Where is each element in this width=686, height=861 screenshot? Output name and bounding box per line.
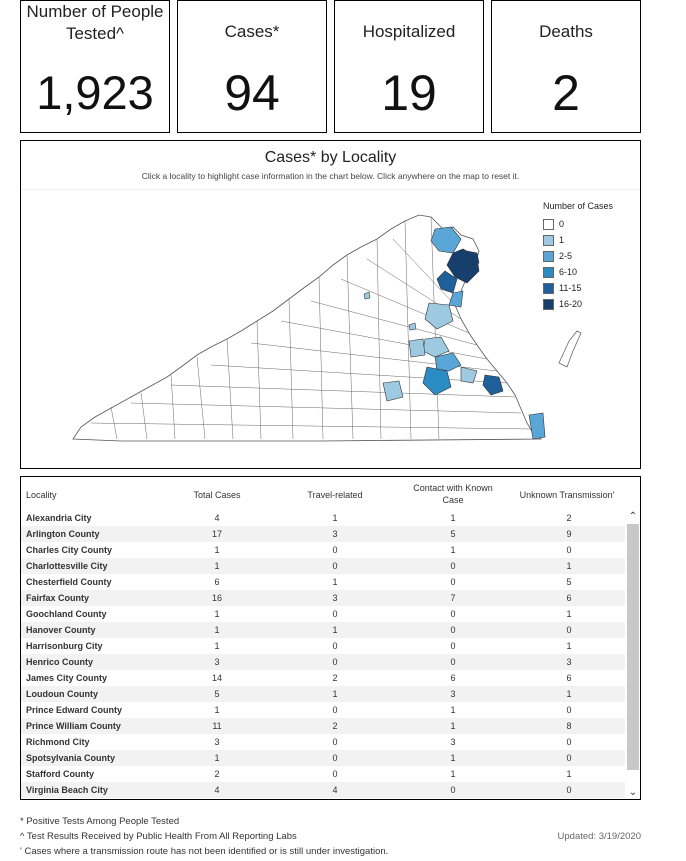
legend-swatch <box>543 251 554 262</box>
cell-contact: 3 <box>450 737 456 747</box>
cell-travel: 1 <box>332 513 338 523</box>
cell-locality: Goochland County <box>26 609 107 619</box>
map-legend <box>543 201 613 312</box>
kpi-card-deaths <box>491 0 641 133</box>
cell-contact: 0 <box>450 785 456 795</box>
cell-travel: 0 <box>332 753 338 763</box>
cell-contact: 7 <box>450 593 456 603</box>
map-title: Cases* by Locality <box>264 149 397 166</box>
cell-travel: 0 <box>332 769 338 779</box>
footnote-caret: ^ Test Results Received by Public Health From All Reporting Labs <box>20 831 297 842</box>
cell-travel: 3 <box>332 593 338 603</box>
cell-travel: 0 <box>332 641 338 651</box>
cell-travel: 0 <box>332 545 338 555</box>
kpi-card-tested <box>20 0 170 133</box>
cell-locality: Virginia Beach City <box>26 785 108 795</box>
table-row[interactable] <box>21 702 625 718</box>
table-row[interactable] <box>21 734 625 750</box>
cell-contact: 6 <box>450 673 456 683</box>
legend-label: 11-15 <box>559 283 582 293</box>
column-header-contact[interactable]: Contact with Known Case <box>413 483 493 505</box>
cell-unknown: 0 <box>566 785 572 795</box>
cell-total: 6 <box>214 577 220 587</box>
cell-contact: 0 <box>450 641 456 651</box>
chevron-up-icon[interactable]: ⌃ <box>628 511 638 522</box>
cell-total: 2 <box>214 769 220 779</box>
cell-travel: 0 <box>332 657 338 667</box>
cell-total: 3 <box>214 657 220 667</box>
legend-swatch <box>543 299 554 310</box>
cell-contact: 1 <box>450 705 456 715</box>
column-header-travel[interactable]: Travel-related <box>307 490 363 500</box>
cell-total: 1 <box>214 545 220 555</box>
cell-unknown: 3 <box>566 657 572 667</box>
cell-unknown: 0 <box>566 545 572 555</box>
footnote-tick: ' Cases where a transmission route has not been identified or is still under investigation. <box>20 846 389 857</box>
map-eastern-shore[interactable] <box>559 331 581 367</box>
kpi-label: Deaths <box>539 22 593 41</box>
cell-unknown: 1 <box>566 769 572 779</box>
kpi-label: Cases* <box>224 22 280 41</box>
cell-unknown: 9 <box>566 529 572 539</box>
cell-unknown: 6 <box>566 673 572 683</box>
table-row[interactable] <box>21 766 625 782</box>
table-row[interactable] <box>21 686 625 702</box>
table-row[interactable] <box>21 750 625 766</box>
cell-total: 1 <box>214 609 220 619</box>
column-header-unknown[interactable]: Unknown Transmission' <box>519 490 615 500</box>
cell-contact: 1 <box>450 769 456 779</box>
cell-travel: 1 <box>332 577 338 587</box>
table-row[interactable] <box>21 638 625 654</box>
cell-locality: Charles City County <box>26 545 113 555</box>
cell-travel: 3 <box>332 529 338 539</box>
kpi-label: Hospitalized <box>362 22 456 41</box>
legend-label: 0 <box>559 219 565 229</box>
column-header-total[interactable]: Total Cases <box>193 490 241 500</box>
legend-item[interactable] <box>543 264 613 280</box>
cell-total: 3 <box>214 737 220 747</box>
table-row[interactable] <box>21 622 625 638</box>
cell-travel: 2 <box>332 721 338 731</box>
legend-label: 6-10 <box>559 267 578 277</box>
cell-locality: Harrisonburg City <box>26 641 103 651</box>
cell-unknown: 0 <box>566 753 572 763</box>
cell-locality: Alexandria City <box>26 513 92 523</box>
legend-item[interactable] <box>543 216 613 232</box>
cell-contact: 0 <box>450 577 456 587</box>
cell-total: 1 <box>214 705 220 715</box>
cell-contact: 1 <box>450 753 456 763</box>
cell-total: 11 <box>212 721 222 731</box>
cell-locality: Arlington County <box>26 529 100 539</box>
chevron-down-icon[interactable]: ⌄ <box>628 787 638 798</box>
cell-locality: Richmond City <box>26 737 90 747</box>
cell-travel: 0 <box>332 609 338 619</box>
table-row[interactable] <box>21 670 625 686</box>
cell-contact: 5 <box>450 529 456 539</box>
locality-table <box>20 476 641 800</box>
kpi-card-cases <box>177 0 327 133</box>
cell-total: 1 <box>214 561 220 571</box>
legend-swatch <box>543 235 554 246</box>
cell-total: 1 <box>214 753 220 763</box>
table-row[interactable] <box>21 718 625 734</box>
table-row[interactable] <box>21 654 625 670</box>
kpi-value-hospitalized: 19 <box>381 65 437 121</box>
cell-locality: Hanover County <box>26 625 96 635</box>
table-scrollbar[interactable] <box>625 510 641 800</box>
cell-contact: 1 <box>450 545 456 555</box>
cell-total: 4 <box>214 513 220 523</box>
legend-item[interactable] <box>543 280 613 296</box>
cell-locality: Prince Edward County <box>26 705 123 715</box>
kpi-label-line1: Number of People <box>26 2 164 21</box>
scroll-thumb[interactable] <box>627 524 639 770</box>
cell-unknown: 0 <box>566 705 572 715</box>
cell-unknown: 0 <box>566 625 572 635</box>
cell-locality: Spotsylvania County <box>26 753 116 763</box>
cell-contact: 0 <box>450 657 456 667</box>
map-state-outline[interactable] <box>73 215 541 441</box>
column-header-locality[interactable]: Locality <box>26 490 57 500</box>
cell-locality: James City County <box>26 673 108 683</box>
cell-unknown: 5 <box>566 577 572 587</box>
table-row[interactable] <box>21 606 625 622</box>
table-row[interactable] <box>21 558 625 574</box>
cell-unknown: 0 <box>566 737 572 747</box>
cell-travel: 0 <box>332 737 338 747</box>
cell-unknown: 2 <box>566 513 572 523</box>
kpi-card-hospitalized <box>334 0 484 133</box>
legend-item[interactable] <box>543 248 613 264</box>
cell-locality: Loudoun County <box>26 689 98 699</box>
table-row[interactable] <box>21 510 625 526</box>
cell-total: 14 <box>211 673 222 683</box>
legend-swatch <box>543 219 554 230</box>
cell-total: 1 <box>214 641 220 651</box>
legend-item[interactable] <box>543 232 613 248</box>
cell-travel: 0 <box>332 705 338 715</box>
kpi-value-cases: 94 <box>224 65 280 121</box>
kpi-value-tested: 1,923 <box>36 66 154 119</box>
table-row[interactable] <box>21 574 625 590</box>
legend-label: 2-5 <box>559 251 573 261</box>
cell-unknown: 8 <box>566 721 572 731</box>
legend-title: Number of Cases <box>543 201 614 211</box>
kpi-label-line2: Tested^ <box>65 24 125 43</box>
legend-label: 16-20 <box>559 299 583 309</box>
cell-unknown: 1 <box>566 609 572 619</box>
cell-locality: Henrico County <box>26 657 94 667</box>
cases-map-panel <box>20 140 641 469</box>
cell-contact: 3 <box>450 689 456 699</box>
cell-locality: Fairfax County <box>26 593 90 603</box>
cell-travel: 1 <box>332 689 338 699</box>
updated-date: Updated: 3/19/2020 <box>557 831 641 842</box>
cell-total: 1 <box>214 625 220 635</box>
table-row[interactable] <box>21 590 625 606</box>
legend-swatch <box>543 283 554 294</box>
cell-locality: Chesterfield County <box>26 577 112 587</box>
cell-travel: 1 <box>332 625 338 635</box>
cell-contact: 1 <box>450 513 456 523</box>
table-row[interactable] <box>21 782 625 798</box>
cell-total: 16 <box>211 593 222 603</box>
cell-locality: Prince William County <box>26 721 121 731</box>
cell-unknown: 1 <box>566 689 572 699</box>
county-goochland[interactable] <box>409 339 425 357</box>
legend-label: 1 <box>559 235 565 245</box>
cell-total: 17 <box>211 529 222 539</box>
divider <box>21 189 640 190</box>
cell-contact: 0 <box>450 609 456 619</box>
table-row[interactable] <box>21 526 625 542</box>
cell-unknown: 1 <box>566 641 572 651</box>
cell-unknown: 1 <box>566 561 572 571</box>
footnote-star: * Positive Tests Among People Tested <box>20 816 180 827</box>
map-subtitle: Click a locality to highlight case information in the chart below. Click anywhere on the map to reset it. <box>141 171 520 181</box>
legend-swatch <box>543 267 554 278</box>
kpi-value-deaths: 2 <box>552 65 580 121</box>
cell-travel: 2 <box>332 673 338 683</box>
cell-total: 4 <box>214 785 220 795</box>
cell-contact: 0 <box>450 561 456 571</box>
cell-contact: 0 <box>450 625 456 635</box>
cell-travel: 0 <box>332 561 338 571</box>
cell-total: 5 <box>214 689 220 699</box>
cell-contact: 1 <box>450 721 456 731</box>
cell-unknown: 6 <box>566 593 572 603</box>
table-row[interactable] <box>21 542 625 558</box>
cell-locality: Charlottesville City <box>26 561 108 571</box>
legend-item[interactable] <box>543 296 613 312</box>
cell-locality: Stafford County <box>26 769 94 779</box>
cell-travel: 4 <box>332 785 338 795</box>
